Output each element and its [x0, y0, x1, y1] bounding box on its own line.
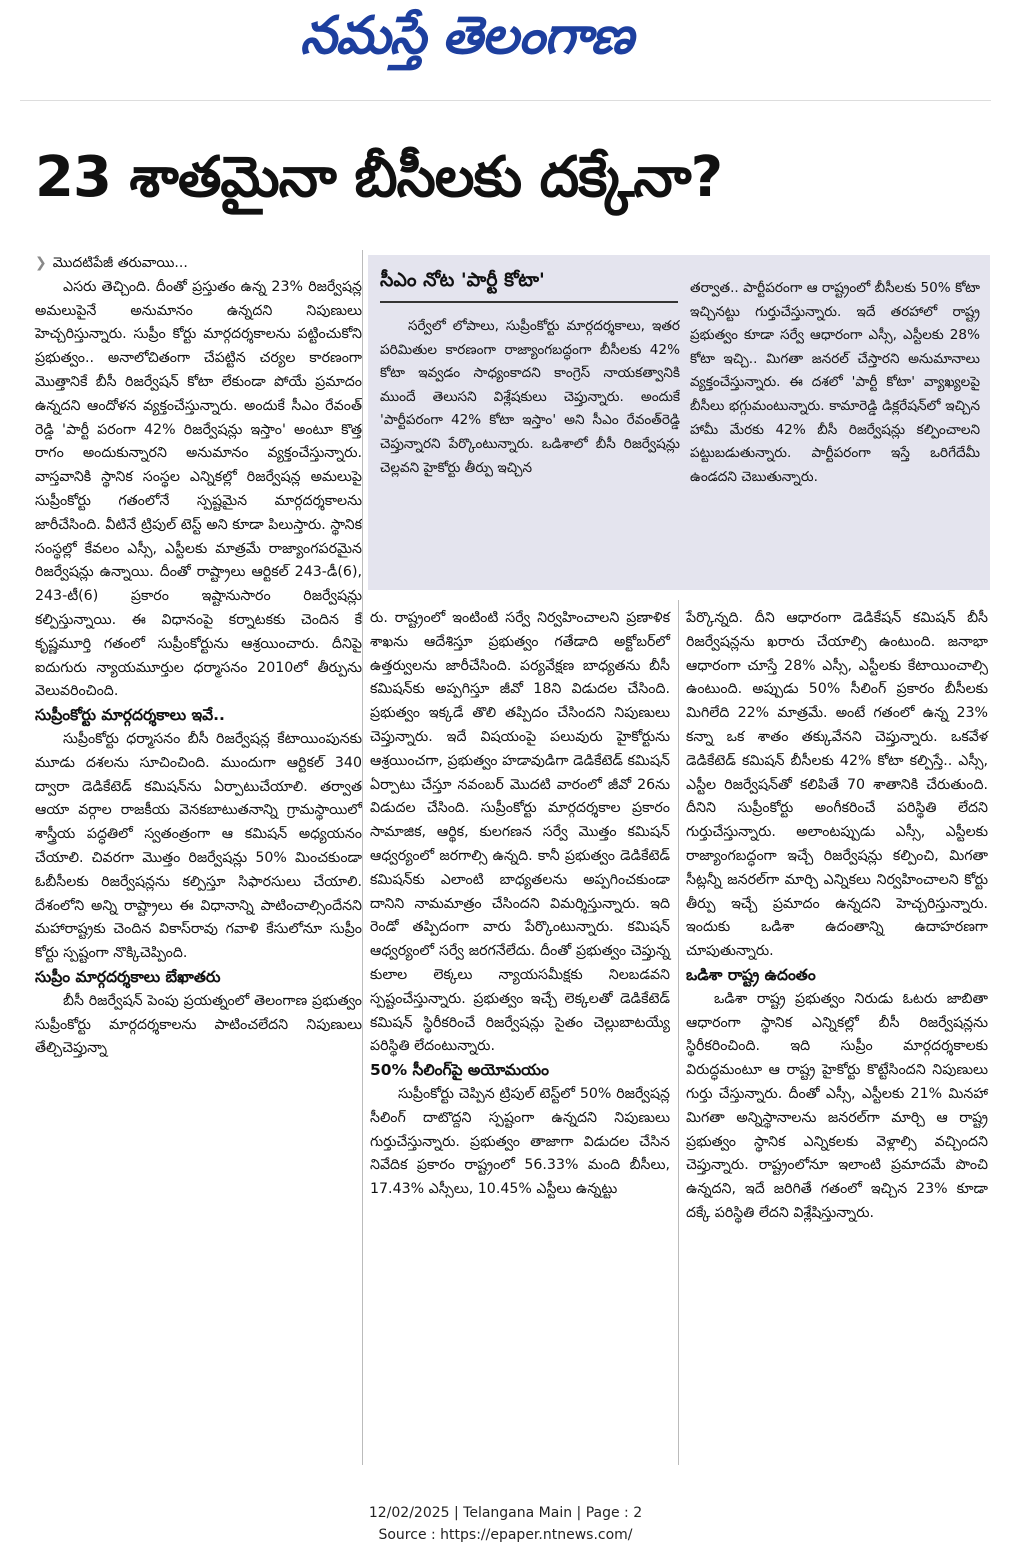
chevron-right-icon: ❯ — [35, 255, 47, 271]
subheading: 50% సీలింగ్‌పై అయోమయం — [370, 1061, 549, 1080]
footer-source: Source : https://epaper.ntnews.com/ — [378, 1527, 633, 1543]
masthead-logo: నమస్తే తెలంగాణ — [300, 6, 633, 66]
column-2 — [370, 607, 670, 1202]
continued-kicker — [35, 252, 362, 276]
article-paragraph: రు. రాష్ట్రంలో ఇంటింటి సర్వే నిర్వహించాలని ప్రణాళిక శాఖను ఆదేశిస్తూ ప్రభుత్వం గతేడాది అక్టోబర్‌లో ఉత్తర్వులను జారీచేసింది. పర్యవేక్షణ బాధ్యతను బీసీ కమిషన్‌కు అప్పగిస్తూ జీవో 18ని విడుదల చేసింది. ప్రభుత్వం ఇక్కడే తొలి తప్పిదం చేసిందని నిపుణులు చెప్తున్నారు. ఇదే విషయంపై పలువురు హైకోర్టును ఆశ్రయించగా, ప్రభుత్వం హడావుడిగా డెడికేటెడ్ కమిషన్ ఏర్పాటు చేస్తూ నవంబర్ మొదటి వారంలో జీవో 26ను విడుదల చేసింది. సుప్రీంకోర్టు మార్గదర్శకాల ప్రకారం సామాజిక, ఆర్థిక, కులగణన సర్వే మొత్తం కమిషన్ ఆధ్వర్యంలో జరగాల్సి ఉన్నది. కానీ ప్రభుత్వం డెడికేటెడ్ కమిషన్‌కు ఎలాంటి బాధ్యతలను అప్పగించకుండా దానిని నామమాత్రం చేసిందని విమర్శిస్తున్నారు. ఇది రెండో తప్పిదంగా వారు పేర్కొంటున్నారు. కమిషన్ ఆధ్వర్యంలో సర్వే జరగనేలేదు. దీంతో ప్రభుత్వం చెప్తున్న కులాల లెక్కలు న్యాయసమీక్షకు నిలబడవని స్పష్టంచేస్తున్నారు. ప్రభుత్వం ఇచ్చే లెక్కలతో డెడికేటెడ్ కమిషన్ స్థిరీకరించే రిజర్వేషన్లు సైతం చెల్లుబాటయ్యే పరిస్థితి లేదంటున్నారు. — [370, 610, 670, 1055]
article-paragraph: సుప్రీంకోర్టు ధర్మాసనం బీసీ రిజర్వేషన్ల కేటాయింపునకు మూడు దశలను సూచించింది. ముందుగా ఆర్టికల్ 340 ద్వారా డెడికేటెడ్ కమిషన్‌ను ఏర్పాటుచేయాలి. తర్వాత ఆయా వర్గాల రాజకీయ వెనకబాటుతనాన్ని గ్రామస్థాయిలో శాస్త్రీయ పద్ధతిలో స్వతంత్రంగా ఆ కమిషన్ అధ్యయనం చేయాలి. చివరగా మొత్తం రిజర్వేషన్లు 50% మించకుండా ఓబీసీలకు రిజర్వేషన్లను కల్పిస్తూ సిఫారసులు చేయాలి. దేశంలోని అన్ని రాష్ట్రాలు ఈ విధానాన్ని పాటించాల్సిందేనని మహారాష్ట్రకు చెందిన వికాస్‌రావు గవాళి కేసులోనూ సుప్రీం కోర్టు స్పష్టంగా నొక్కిచెప్పింది. — [35, 730, 362, 962]
box-column-2 — [690, 277, 980, 489]
footer-dateline: 12/02/2025 | Telangana Main | Page : 2 — [368, 1505, 643, 1521]
box-column-1 — [380, 315, 680, 480]
article-paragraph: ఒడిశా రాష్ట్ర ప్రభుత్వం నిరుడు ఓటరు జాబితా ఆధారంగా స్థానిక ఎన్నికల్లో బీసీ రిజర్వేషన్లను స్థిరీకరించింది. ఇది సుప్రీం మార్గదర్శకాలకు విరుద్ధమంటూ ఆ రాష్ట్ర హైకోర్టు కొట్టేసిందని నిపుణులు గుర్తు చేస్తున్నారు. దీంతో ఎస్సీ, ఎస్టీలకు 21% మినహా మిగతా అన్నిస్థానాలను జనరల్‌గా మార్చి ఆ రాష్ట్ర ప్రభుత్వం స్థానిక ఎన్నికలకు వెళ్లాల్సి వచ్చిందని చెప్తున్నారు. రాష్ట్రంలోనూ ఇలాంటి ప్రమాదమే పొంచి ఉన్నదని, ఇదే జరిగితే గతంలో ఇచ్చిన 23% కూడా దక్కే పరిస్థితి లేదని విశ్లేషిస్తున్నారు. — [686, 990, 988, 1221]
column-1 — [35, 252, 362, 1061]
article-paragraph: బీసీ రిజర్వేషన్ పెంపు ప్రయత్నంలో తెలంగాణ ప్రభుత్వం సుప్రీంకోర్టు మార్గదర్శకాలను పాటించలేదని నిపుణులు తేల్చిచెప్తున్నా — [35, 992, 362, 1057]
column-divider — [678, 600, 679, 1465]
article-paragraph: ఎసరు తెచ్చింది. దీంతో ప్రస్తుతం ఉన్న 23% రిజర్వేషన్ల అమలుపైనే అనుమానం ఉన్నదని నిపుణులు హెచ్చరిస్తున్నారు. సుప్రీం కోర్టు మార్గదర్శకాలను పట్టించుకోని ప్రభుత్వం.. అనాలోచితంగా చేపట్టిన చర్యల కారణంగా మొత్తానికే బీసీ రిజర్వేషన్ కోటా లేకుండా పోయే ప్రమాదం ఉన్నదని ఆందోళన వ్యక్తంచేస్తున్నారు. అందుకే సీఎం రేవంత్ రెడ్డి 'పార్టీ పరంగా 42% రిజర్వేషన్లు ఇస్తాం' అంటూ కొత్త రాగం అందుకున్నారని అనుమానం వ్యక్తంచేస్తున్నారు. వాస్తవానికి స్థానిక సంస్థల ఎన్నికల్లో రిజర్వేషన్ల అమలుపై సుప్రీంకోర్టు గతంలోనే స్పష్టమైన మార్గదర్శకాలను జారీచేసింది. వీటినే ట్రిపుల్ టెస్ట్ అని కూడా పిలుస్తారు. స్థానిక సంస్థల్లో కేవలం ఎస్సీ, ఎస్టీలకు మాత్రమే రాజ్యాంగపరమైన రిజర్వేషన్లు ఉన్నాయి. దీంతో రాష్ట్రాలు ఆర్టికల్ 243-డీ(6), 243-టీ(6) ప్రకారం ఇష్టానుసారం రిజర్వేషన్లు కల్పిస్తున్నాయి. ఈ విధానంపై కర్నాటకకు చెందిన కే కృష్ణమూర్తి గతంలో సుప్రీంకోర్టును ఆశ్రయించారు. దీనిపై ఐదుగురు న్యాయమూర్తుల ధర్మాసనం 2010లో తీర్పును వెలువరించింది. — [35, 278, 362, 700]
subheading: ఒడిశా రాష్ట్ర ఉదంతం — [686, 965, 816, 984]
subheading: సుప్రీంకోర్టు మార్గదర్శకాలు ఇవే.. — [35, 706, 225, 725]
masthead — [0, 0, 1011, 100]
article-paragraph: సుప్రీంకోర్టు చెప్పిన ట్రిపుల్ టెస్ట్‌లో 50% రిజర్వేషన్ల సీలింగ్ దాటొద్దని స్పష్టంగా ఉన్నదని నిపుణులు గుర్తుచేస్తున్నారు. ప్రభుత్వం తాజాగా విడుదల చేసిన నివేదిక ప్రకారం రాష్ట్రంలో 56.33% మంది బీసీలు, 17.43% ఎస్సీలు, 10.45% ఎస్టీలు ఉన్నట్టు — [370, 1085, 670, 1198]
headline: 23 శాతమైనా బీసీలకు దక్కేనా? — [35, 145, 723, 210]
box-paragraph: తర్వాత.. పార్టీపరంగా ఆ రాష్ట్రంలో బీసీలకు 50% కోటా ఇచ్చినట్టు గుర్తుచేస్తున్నారు. ఇదే తరహాలో రాష్ట్ర ప్రభుత్వం కూడా సర్వే ఆధారంగా ఎస్సీ, ఎస్టీలకు 28% కోటా ఇచ్చి.. మిగతా జనరల్ చేస్తారని అనుమానాలు వ్యక్తంచేస్తున్నారు. ఈ దశలో 'పార్టీ కోటా' వ్యాఖ్యలపై బీసీలు భగ్గుమంటున్నారు. కామారెడ్డి డిక్లరేషన్‌లో ఇచ్చిన హామీ మేరకు 42% బీసీ రిజర్వేషన్లు కల్పించాలని పట్టుబడుతున్నారు. పార్టీపరంగా ఇస్తే ఒరిగేదేమీ ఉండదని చెబుతున్నారు. — [690, 280, 980, 485]
column-3 — [686, 607, 988, 1226]
box-paragraph: సర్వేలో లోపాలు, సుప్రీంకోర్టు మార్గదర్శకాలు, ఇతర పరిమితుల కారణంగా రాజ్యాంగబద్ధంగా బీసీలకు 42% కోటా ఇవ్వడం సాధ్యంకాదని కాంగ్రెస్ నాయకత్వానికి ముందే తెలుసని విశ్లేషకులు చెప్తున్నారు. అందుకే 'పార్టీపరంగా 42% కోటా ఇస్తాం' అని సీఎం రేవంత్‌రెడ్డి చెప్తున్నారని పేర్కొంటున్నారు. ఒడిశాలో బీసీ రిజర్వేషన్లు చెల్లవని హైకోర్టు తీర్పు ఇచ్చిన — [380, 318, 680, 476]
box-title-rule — [380, 301, 678, 303]
article-paragraph: పేర్కొన్నది. దీని ఆధారంగా డెడికేషన్ కమిషన్ బీసీ రిజర్వేషన్లను ఖరారు చేయాల్సి ఉంటుంది. జనాభా ఆధారంగా చూస్తే 28% ఎస్సీ, ఎస్టీలకు కేటాయించాల్సి ఉంటుంది. అప్పుడు 50% సీలింగ్ ప్రకారం బీసీలకు మిగిలేది 22% మాత్రమే. అంటే గతంలో ఉన్న 23% కన్నా ఒక శాతం తక్కువేనని చెప్తున్నారు. ఒకవేళ డెడికేటెడ్ కమిషన్ బీసీలకు 42% కోటా కల్పిస్తే.. ఎస్సీ, ఎస్టీల రిజర్వేషన్‌తో కలిపితే 70 శాతానికి చేరుతుంది. దీనిని సుప్రీంకోర్టు అంగీకరించే పరిస్థితి లేదని గుర్తుచేస్తున్నారు. అలాంటప్పుడు ఎస్సీ, ఎస్టీలకు రాజ్యాంగబద్ధంగా ఇచ్చే రిజర్వేషన్లు కల్పించి, మిగతా సీట్లన్నీ జనరల్‌గా మార్చి ఎన్నికలు నిర్వహించాలని కోర్టు తీర్పు ఇచ్చే ప్రమాదం ఉన్నదని హెచ్చరిస్తున్నారు. ఇందుకు ఒడిశా ఉదంతాన్ని ఉదాహరణగా చూపుతున్నారు. — [686, 610, 988, 960]
column-divider — [362, 250, 363, 1465]
subheading: సుప్రీం మార్గదర్శకాలు బేఖాతరు — [35, 967, 221, 986]
masthead-rule — [20, 100, 991, 101]
kicker-text: మొదటిపేజీ తరువాయి... — [52, 255, 188, 271]
box-title: సీఎం నోట 'పార్టీ కోటా' — [380, 269, 545, 291]
sidebar-box — [368, 255, 990, 590]
